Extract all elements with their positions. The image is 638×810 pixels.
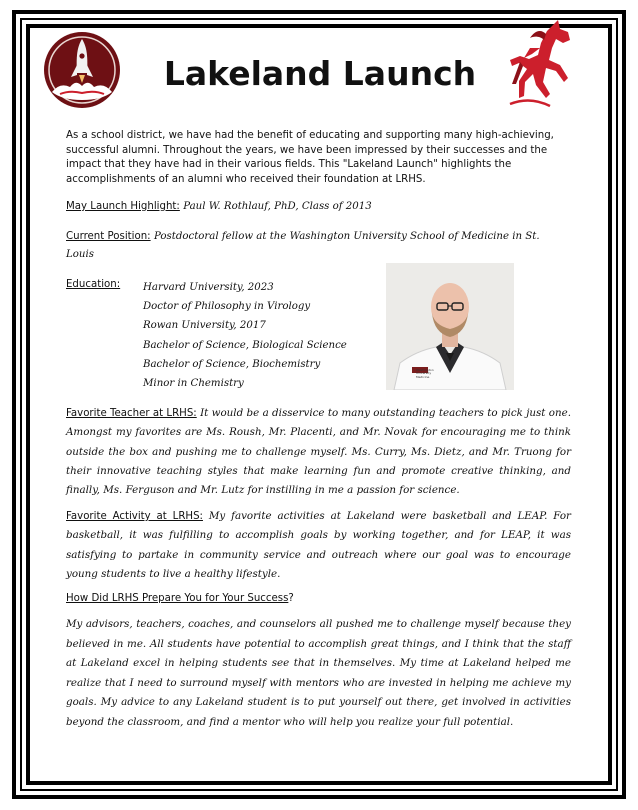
page-title: Lakeland Launch: [163, 54, 477, 93]
teacher-text: It would be a disservice to many outstanding teachers to pick just one. Amongst my favorites are Ms. Roush, Mr. Placenti, and Mr. Novak for encouraging me to think outside the box and pushing me to challenge myself. Ms. Curry, Ms. Dietz, and Mr. Truong for their innovative teaching styles that make learning fun and promote creative thinking, and finally, Ms. Ferguson and Mr. Lutz for instilling in me a passion for science.: [66, 407, 571, 497]
prepare-label: How Did LRHS Prepare You for Your Success: [66, 593, 289, 604]
teacher-paragraph: [66, 404, 571, 500]
education-list: [143, 278, 373, 393]
teacher-label: Favorite Teacher at LRHS:: [66, 408, 197, 419]
prepare-label-suffix: ?: [288, 593, 294, 604]
coat-text: Washington University Medicine: [416, 368, 434, 379]
education-line: Bachelor of Science, Biochemistry: [143, 358, 321, 370]
education-line: Bachelor of Science, Biological Science: [143, 339, 347, 351]
horse-mascot-icon: [500, 18, 580, 114]
activity-text: My favorite activities at Lakeland were basketball and LEAP. For basketball, it was fulfilling to accomplish goals by working together, and for LEAP, it was satisfying to partake in community service and outreach where our goal was to encourage young students to live a healthy lifestyle.: [66, 510, 571, 580]
intro-paragraph: As a school district, we have had the benefit of educating and supporting many high-achieving, successful alumni. Throughout the years, we have been impressed by their successes and the impact that they have had in their various fields. This "Lakeland Launch" highlights the accomplishments of an alumni who received their foundation at LRHS.: [66, 130, 554, 185]
position-row: [66, 228, 566, 264]
prepare-text: My advisors, teachers, coaches, and counselors all pushed me to challenge myself because they believed in me. All students have potential to accomplish great things, and I think that the staff at Lakeland excel in helping students see that in themselves. My time at Lakeland helped me realize that I need to surround myself with mentors who are invested in helping me achieve my goals. My advice to any Lakeland student is to put yourself out there, get involved in activities beyond the classroom, and find a mentor who will help you realize your full potential.: [66, 618, 571, 728]
prepare-paragraph: [66, 615, 571, 732]
education-line: Rowan University, 2017: [143, 320, 266, 332]
position-label: Current Position:: [66, 231, 151, 242]
prepare-heading: [66, 590, 576, 607]
activity-paragraph: [66, 507, 571, 584]
position-value: Postdoctoral fellow at the Washington University School of Medicine in St. Louis: [66, 231, 540, 260]
highlight-value: Paul W. Rothlauf, PhD, Class of 2013: [183, 201, 372, 212]
education-label: Education:: [66, 279, 121, 290]
alumni-photo: [386, 263, 514, 390]
rocket-logo-icon: [42, 30, 122, 110]
highlight-label: May Launch Highlight:: [66, 201, 180, 212]
education-line: Minor in Chemistry: [143, 377, 244, 389]
education-line: Harvard University, 2023: [143, 282, 274, 293]
activity-label: Favorite Activity at LRHS:: [66, 511, 203, 522]
highlight-row: [66, 198, 576, 215]
education-line: Doctor of Philosophy in Virology: [143, 301, 311, 313]
